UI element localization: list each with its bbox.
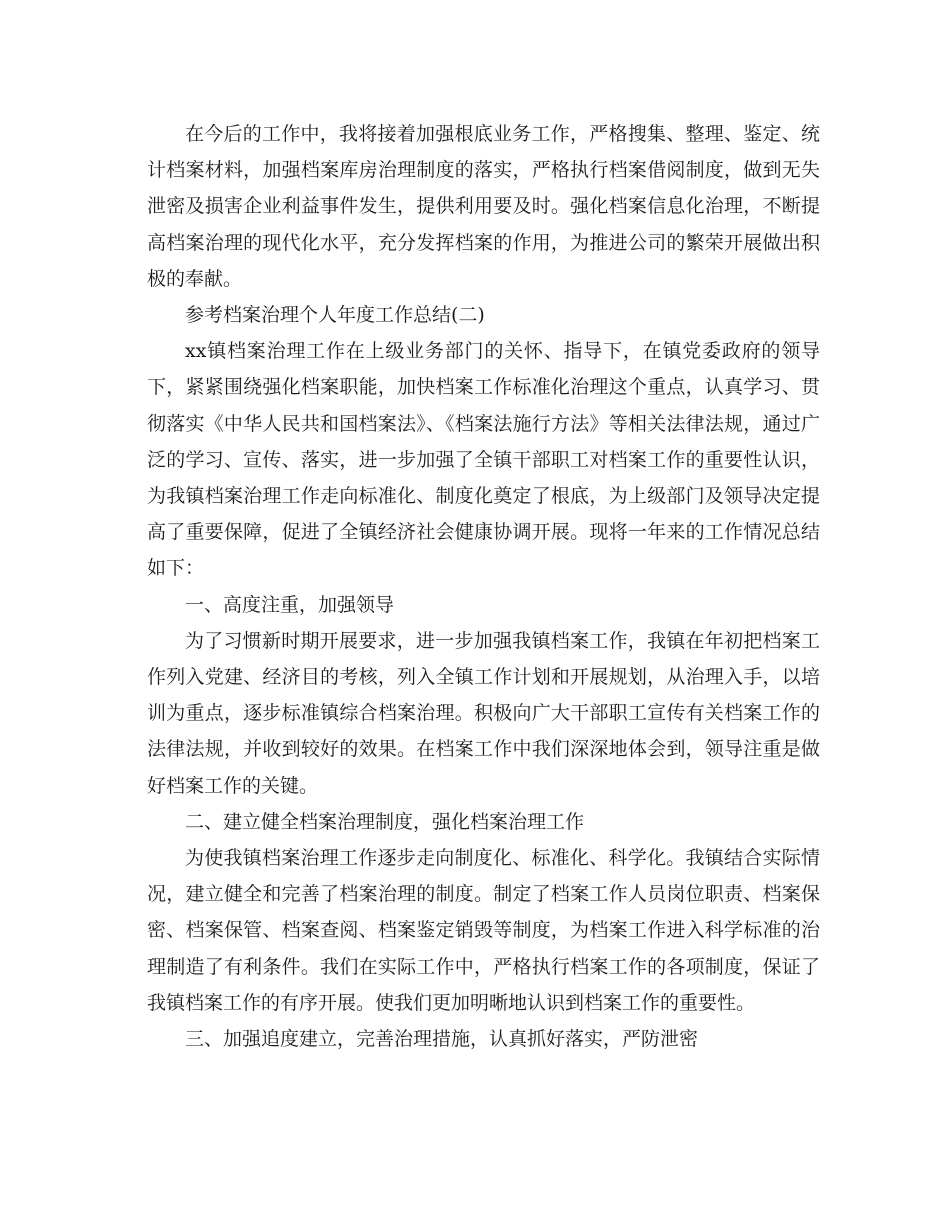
body-paragraph: 在今后的工作中，我将接着加强根底业务工作，严格搜集、整理、鉴定、统计档案材料，加强档案库房治理制度的落实，严格执行档案借阅制度，做到无失泄密及损害企业利益事件发生，提供利用要及时。强化档案信息化治理，不断提高档案治理的现代化水平，充分发挥档案的作用，为推进公司的繁荣开展做出积极的奉献。 [147, 123, 820, 290]
body-paragraph: xx镇档案治理工作在上级业务部门的关怀、指导下，在镇党委政府的领导下，紧紧围绕强化档案职能，加快档案工作标准化治理这个重点，认真学习、贯彻落实《中华人民共和国档案法》、《档案法施行方法》等相关法律法规，通过广泛的学习、宣传、落实，进一步加强了全镇干部职工对档案工作的重要性认识，为我镇档案治理工作走向标准化、制度化奠定了根底，为上级部门及领导决定提高了重要保障，促进了全镇经济社会健康协调开展。现将一年来的工作情况总结如下： [147, 340, 820, 580]
body-paragraph: 为了习惯新时期开展要求，进一步加强我镇档案工作，我镇在年初把档案工作列入党建、经济目的考核，列入全镇工作计划和开展规划，从治理入手，以培训为重点，逐步标准镇综合档案治理。积极向广大干部职工宣传有关档案工作的法律法规，并收到较好的效果。在档案工作中我们深深地体会到，领导注重是做好档案工作的关键。 [147, 629, 820, 797]
body-paragraph: 为使我镇档案治理工作逐步走向制度化、标准化、科学化。我镇结合实际情况，建立健全和完善了档案治理的制度。制定了档案工作人员岗位职责、档案保密、档案保管、档案查阅、档案鉴定销毁等制度，为档案工作进入科学标准的治理制造了有利条件。我们在实际工作中，严格执行档案工作的各项制度，保证了我镇档案工作的有序开展。使我们更加明晰地认识到档案工作的重要性。 [147, 847, 820, 1014]
section-heading: 一、高度注重，加强领导 [185, 593, 395, 616]
section-heading: 三、加强追度建立，完善治理措施，认真抓好落实，严防泄密 [185, 1028, 699, 1051]
section-heading: 二、建立健全档案治理制度，强化档案治理工作 [185, 810, 585, 833]
document-subtitle: 参考档案治理个人年度工作总结(二) [185, 304, 485, 327]
